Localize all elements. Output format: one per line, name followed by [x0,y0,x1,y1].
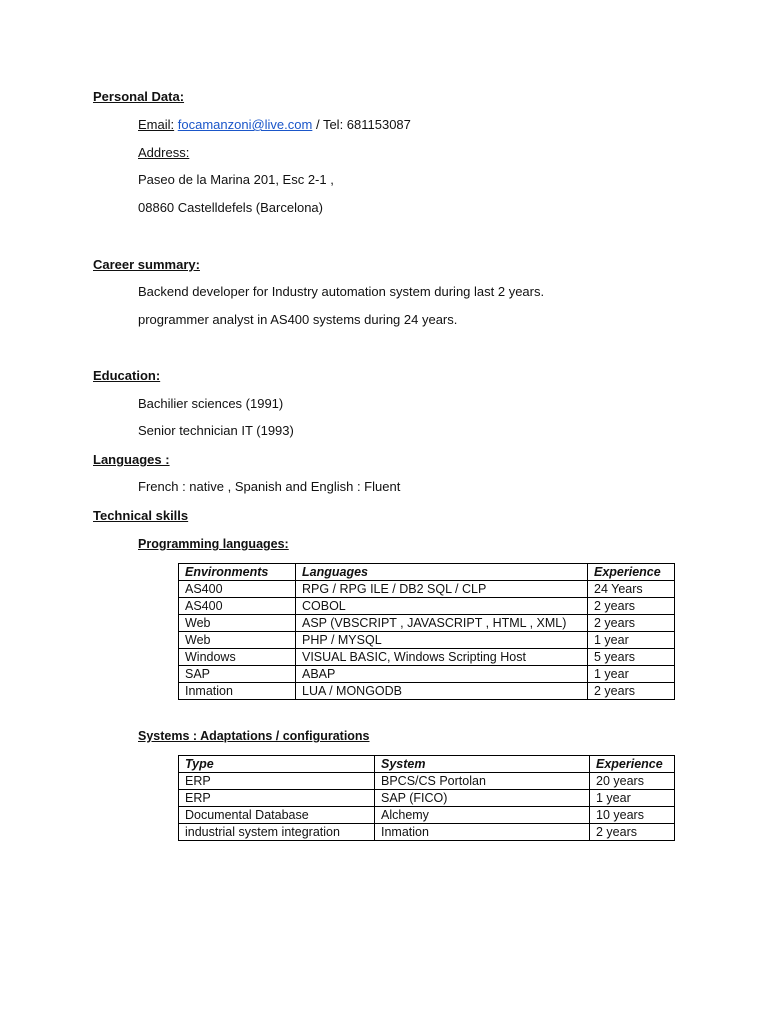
programming-languages-table [178,563,675,700]
programming-languages-subheading: Programming languages: [138,537,289,551]
table-row [179,581,675,598]
education-line-2: Senior technician IT (1993) [138,423,294,438]
email-line [138,117,411,133]
table-row [179,807,675,824]
table-cell: 20 years [590,773,675,790]
table-row [179,632,675,649]
table-cell: AS400 [179,581,296,598]
table-cell: SAP [179,666,296,683]
table-row [179,824,675,841]
table-row [179,773,675,790]
table-cell: industrial system integration [179,824,375,841]
table-cell: PHP / MYSQL [296,632,588,649]
table-cell: BPCS/CS Portolan [375,773,590,790]
phone-text: / Tel: 681153087 [312,117,411,132]
table-header-row [179,756,675,773]
table-cell: 1 year [590,790,675,807]
address-label: Address: [138,145,190,160]
column-header-system: System [375,756,590,773]
column-header-experience: Experience [588,564,675,581]
email-link[interactable]: focamanzoni@live.com [177,117,313,132]
table-cell: LUA / MONGODB [296,683,588,700]
column-header-environments: Environments [179,564,296,581]
table-cell: Web [179,632,296,649]
table-cell: Inmation [375,824,590,841]
email-label: Email: [138,117,175,132]
address-line-2: 08860 Castelldefels (Barcelona) [138,200,323,215]
table-cell: ERP [179,790,375,807]
table-cell: 1 year [588,666,675,683]
table-row [179,598,675,615]
table-cell: ERP [179,773,375,790]
table-cell: Inmation [179,683,296,700]
column-header-languages: Languages [296,564,588,581]
table-cell: 1 year [588,632,675,649]
table-cell: 24 Years [588,581,675,598]
table-cell: VISUAL BASIC, Windows Scripting Host [296,649,588,666]
systems-subheading: Systems : Adaptations / configurations [138,729,370,743]
table-row [179,683,675,700]
table-cell: ASP (VBSCRIPT , JAVASCRIPT , HTML , XML) [296,615,588,632]
education-heading: Education: [93,368,161,383]
table-cell: 2 years [588,598,675,615]
career-line-1: Backend developer for Industry automation system during last 2 years. [138,284,545,299]
table-cell: ABAP [296,666,588,683]
table-cell: SAP (FICO) [375,790,590,807]
table-row [179,649,675,666]
technical-skills-heading: Technical skills [93,508,189,523]
table-header-row [179,564,675,581]
table-cell: 2 years [590,824,675,841]
table-cell: 2 years [588,615,675,632]
address-line-1: Paseo de la Marina 201, Esc 2-1 , [138,172,334,187]
table-cell: 10 years [590,807,675,824]
table-cell: COBOL [296,598,588,615]
education-line-1: Bachilier sciences (1991) [138,396,284,411]
table-cell: Windows [179,649,296,666]
table-cell: Web [179,615,296,632]
table-cell: 5 years [588,649,675,666]
languages-heading: Languages : [93,452,170,467]
personal-data-heading: Personal Data: [93,89,185,104]
table-cell: RPG / RPG ILE / DB2 SQL / CLP [296,581,588,598]
table-cell: 2 years [588,683,675,700]
table-row [179,790,675,807]
career-summary-heading: Career summary: [93,257,200,272]
table-row [179,615,675,632]
table-cell: Alchemy [375,807,590,824]
table-cell: AS400 [179,598,296,615]
table-row [179,666,675,683]
systems-table [178,755,675,841]
career-line-2: programmer analyst in AS400 systems during 24 years. [138,312,458,327]
languages-line-1: French : native , Spanish and English : Fluent [138,479,401,494]
column-header-experience: Experience [590,756,675,773]
table-cell: Documental Database [179,807,375,824]
column-header-type: Type [179,756,375,773]
